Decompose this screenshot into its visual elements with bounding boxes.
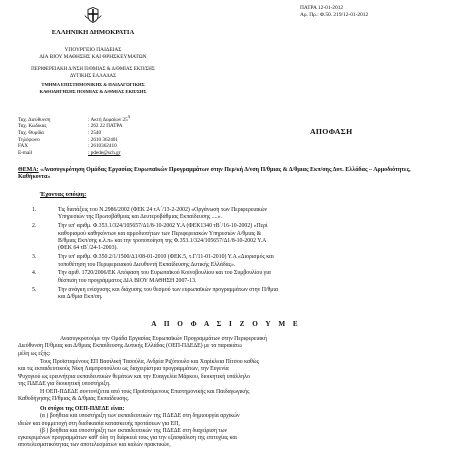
paragraph-line: αποτελεσματικότητας των αποτελεσμάτων και καλών πρακτικών, <box>18 442 171 449</box>
contact-value: : 2610 362401 <box>88 136 118 143</box>
item-line: Την αριθ. 1720/2006/ΕΚ Απόφαση του Ευρωπαϊκού Κοινοβουλίου και του Συμβουλίου για <box>58 270 271 277</box>
paragraph-goals <box>18 406 440 450</box>
item-line: (ΦΕΚ 64 τΒ΄/24-1-2003). <box>58 245 118 252</box>
paragraph-line: και τις εκπαιδευτικούς Νίκη Λαμπροπούλου ως διαχειρίστρια προγραμμάτων, την Ευγενία <box>18 366 229 373</box>
paragraph-line: Καθοδήγησης Π/θμιας & Δ/θμιας Εκπαίδευσης. <box>18 396 130 403</box>
paragraph-line: Ανασυγκροτούμε την Ομάδα Εργασίας Ευρωπαϊκών Προγραμμάτων στην Περιφερειακή <box>60 336 267 342</box>
paragraph-line: μέλη ως εξής: <box>18 350 51 357</box>
contact-value: : 262 22 ΠΑΤΡΑ <box>88 123 123 130</box>
ministry-subtitle: ΔΙΑ ΒΙΟΥ ΜΑΘΗΣΗΣ ΚΑΙ ΘΡΗΣΚΕΥΜΑΤΩΝ <box>39 54 147 60</box>
list-item <box>18 207 440 222</box>
department-line-1: ΤΜΗΜΑ ΕΠΙΣΤΗΜΟΝΙΚΗΣ & ΠΑΙΔΑΓΩΓΙΚΗΣ <box>41 82 145 87</box>
email-link[interactable]: : pdede@sch.gr <box>88 149 121 156</box>
header-right <box>300 5 368 18</box>
paragraph-line: (α ) βοήθεια και υποστήριξη των εκπαιδευτικών της ΠΔΕΔΕ στη δημιουργία αρχικών <box>40 413 240 420</box>
paragraph-line: Τους Προϊσταμένους ΕΠ Βασιλική Τασούλα, Ανδρέα Ριζόπουλο και Χαρίκλεια Πίτσου καθώς <box>40 359 259 365</box>
directorate-title: ΠΕΡΙΦΕΡΕΙΑΚΗ Δ/ΝΣΗ Π/ΘΜΙΑΣ & Δ/ΘΜΙΑΣ ΕΚΠ/ΣΗΣ <box>31 67 155 72</box>
protocol-number: Αρ. Πρ.: Φ.50. 219/12-01-2012 <box>300 11 369 18</box>
contact-label: Τηλέφωνο <box>18 136 40 143</box>
contact-row <box>18 130 130 137</box>
contact-row <box>18 150 130 157</box>
subject-label: ΘΕΜΑ: <box>18 167 39 173</box>
considerations-list <box>18 207 440 303</box>
list-item <box>18 287 440 302</box>
item-line: Υπηρεσιών της Πρωτοβάθμιας και Δευτεροβάθμιας Εκπαίδευσης ....». <box>58 214 222 221</box>
item-number: 5. <box>32 286 37 293</box>
paragraph-line: Η ΟΕΠ-ΠΔΕΔΕ συντονίζεται από τους Προϊστάμενους Επιστημονικής και Παιδαγωγικής <box>40 389 250 395</box>
list-item <box>18 270 440 285</box>
paragraph-line: (β ) βοήθεια και υποστήριξη των εκπαιδευτικών της ΠΔΕΔΕ στη διαχείριση των <box>40 427 228 434</box>
contact-row <box>18 137 130 144</box>
decide-heading: Α Π Ο Φ Α Σ Ι Ζ Ο Υ Μ Ε <box>151 320 301 328</box>
contact-label: E-mail <box>18 149 33 156</box>
contact-row <box>18 114 130 123</box>
contact-label: Ταχ. Κώδικας <box>18 123 47 130</box>
contact-value: : 2540 <box>88 129 102 136</box>
subject-text: «Ανασυγκρότηση Ομάδας Εργασίας Ευρωπαϊκών Προγραμμάτων στην Περ/κή Δ/νση Π/θμιας & Δ/θμιας Εκπ/σης Δυτ. Ελλάδας – Αρμοδιότητες, Καθήκοντα» <box>18 167 411 181</box>
paragraph-line: Διεύθυνση Π/θμιας και Δ/θμιας Εκπαίδευσης Δυτικής Ελλάδας (ΟΕΠ-ΠΔΕΔΕ) με τα παρακάτω <box>18 343 242 350</box>
item-number: 2. <box>32 223 37 230</box>
paragraph-line: Ψυχογιού ως ερευνήτρια εκπαιδευτικών θεμάτων και την Ευαγγελία Μάρκου, διοικητική υπάλληλο <box>18 373 250 380</box>
item-line: Τις διατάξεις του Ν.2986/2002 (ΦΕΚ 24 τΑ΄/13-2-2002) «Οργάνωση των Περιφερειακών <box>58 207 268 213</box>
decision-heading: ΑΠΟΦΑΣΗ <box>310 127 353 136</box>
subject-block <box>18 167 438 181</box>
contact-label: Ταχ. Θυρίδα <box>18 129 44 136</box>
item-number: 3. <box>32 254 37 261</box>
item-number: 1. <box>32 207 37 213</box>
contact-label: Ταχ. Διεύθυνση <box>18 116 51 123</box>
item-line: θέσπιση του προγράμματος ΔΙΑ ΒΙΟΥ ΜΑΘΗΣΗ 2007-13. <box>58 277 197 284</box>
state-title: ΕΛΛΗΝΙΚΗ ΔΗΜΟΚΡΑΤΙΑ <box>51 29 135 36</box>
item-line: Β/θμιας Εκπ/σης κ.λ.π» και την τροποποίηση της Φ.353.1/324/105657/Δ1/8-10-2002 Υ.Α <box>58 238 267 245</box>
contact-superscript: Α <box>127 115 131 119</box>
paragraph-line: της ΠΔΕΔΕ για διοικητική υποστήριξη. <box>18 380 111 387</box>
item-line: και Δ/θμια Εκπ/ση. <box>58 294 103 301</box>
paragraph-line: Οι στόχοι της ΟΕΠ-ΠΔΕΔΕ είναι: <box>40 406 125 412</box>
list-item <box>18 254 440 269</box>
paragraph-line: εγκεκριμένων προγραμμάτων καθ' όλη τη διάρκειά τους για την εξασφάλιση της επιτυχίας και <box>18 435 237 442</box>
paragraph-line: ιδεών και συμμετοχή στη διαδικασία κατασκευής προτάσεων για ΕΠ, <box>18 420 180 427</box>
item-line: Την ανάγκη ενίσχυσης και διάχυσης του θεσμού των ευρωπαϊκών προγραμμάτων στην Π/θμια <box>58 286 278 293</box>
contact-label: FAX <box>18 143 28 150</box>
item-number: 4. <box>32 270 37 277</box>
item-line: Την υπ' αριθμ. Φ.353.1/324/105657/Δ1/8-10-2002 Υ.Α (ΦΕΚ1340 τΒ΄/16-10-2002) «Περί <box>58 223 268 230</box>
list-item <box>18 223 440 253</box>
contact-row <box>18 143 130 150</box>
having-heading: Έχοντας υπόψη: <box>40 191 87 198</box>
contact-row <box>18 123 130 130</box>
contact-block <box>18 114 130 156</box>
region-title: ΔΥΤΙΚΗΣ ΕΛΛΑΔΑΣ <box>69 74 117 79</box>
item-line: Την υπ' αριθμ. Φ.350.2/1/1500/Δ1/08-01-2010 (ΦΕΚ.5, τ.Γ/11-01-2010) Υ.Α «Διορισμός και <box>58 254 274 261</box>
place-date: ΠΑΤΡΑ 12-01-2012 <box>300 5 344 11</box>
ministry-title: ΥΠΟΥΡΓΕΙΟ ΠΑΙΔΕΙΑΣ <box>64 47 122 53</box>
contact-value: : Ακτή Δυμαίων 25 <box>88 116 128 123</box>
greek-emblem-icon <box>82 6 104 26</box>
paragraph-composition <box>18 336 440 358</box>
paragraph-members <box>18 359 440 388</box>
item-line: καθορισμού καθηκόντων και αρμοδιοτήτων των Περιφερειακών Υπηρεσιών Α/θμιας & <box>58 230 262 237</box>
item-line: τοποθέτηση του Περιφερειακού Διευθυντή Εκπαίδευσης Δυτικής Ελλάδας». <box>58 261 236 268</box>
contact-value: : 2610362410 <box>88 143 117 150</box>
department-line-2: ΚΑΘΟΔΗΓΗΣΗΣ ΠΟΙΜΙΑΣ & Δ/ΘΜΙΑΣ ΕΚΠ/ΣΗΣ <box>39 89 147 94</box>
paragraph-coordination <box>18 389 440 404</box>
